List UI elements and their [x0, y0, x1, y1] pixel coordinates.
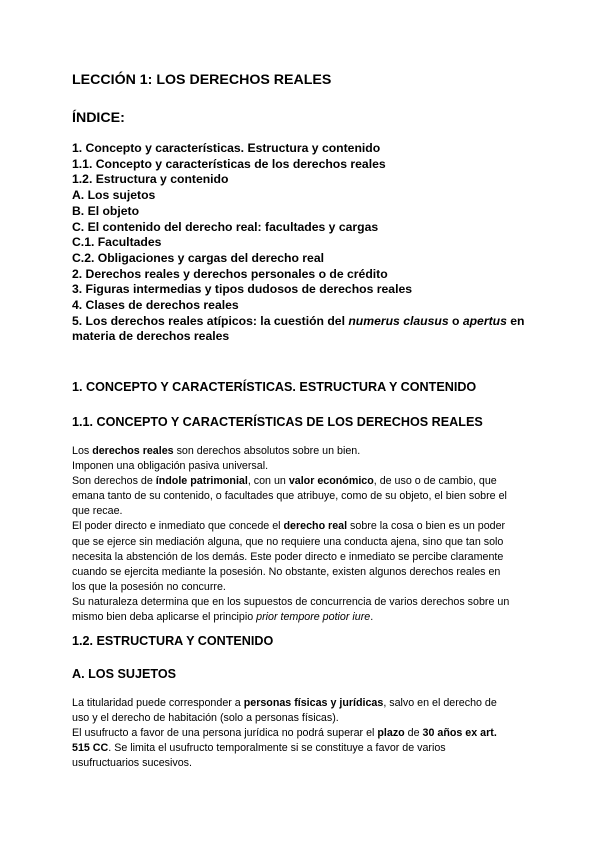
toc-item: C.1. Facultades [72, 235, 162, 250]
toc-item: 1.2. Estructura y contenido [72, 172, 229, 187]
lesson-title: LECCIÓN 1: LOS DERECHOS REALES [72, 72, 332, 88]
table-of-contents [72, 141, 524, 345]
toc-item: C. El contenido del derecho real: facultades y cargas [72, 219, 379, 234]
index-heading: ÍNDICE: [72, 110, 125, 126]
section-heading-1-1: 1.1. CONCEPTO Y CARACTERÍSTICAS DE LOS DERECHOS REALES [72, 415, 483, 429]
section-heading-a: A. LOS SUJETOS [72, 667, 177, 681]
toc-item-5: 5. Los derechos reales atípicos: la cuestión del numerus clausus o apertus en [72, 313, 525, 328]
toc-item: 2. Derechos reales y derechos personales o de crédito [72, 266, 388, 281]
toc-item: 4. Clases de derechos reales [72, 298, 239, 313]
toc-item: C.2. Obligaciones y cargas del derecho real [72, 250, 324, 265]
toc-item: 3. Figuras intermedias y tipos dudosos de derechos reales [72, 282, 413, 297]
toc-item: 1. Concepto y características. Estructura y contenido [72, 141, 381, 155]
paragraph-concept: Los derechos reales son derechos absolutos sobre un bien. Imponen una obligación pasiva universal. Son derechos de índole patrimonial, con un valor económico, de uso o de cambio, que emana tanto de su contenido, o facultades que atribuye, como de su objeto, el bien sobre el que recae. El poder directo e inmediato que concede el derecho real sobre la cosa o bien es un poder que se ejerce sin mediación alguna, que no requiere una conducta ajena, sino que tan solo necesita la abstención de los demás. Este poder directo e inmediato se percibe claramente cuando se ejercita mediante la posesión. No obstante, existen algunos derechos reales en los que la posesión no concurre. Su naturaleza determina que en los supuestos de concurrencia de varios derechos sobre un mismo bien deba aplicarse el principio prior tempore potior iure. [72, 445, 510, 624]
toc-item-5-cont: materia de derechos reales [72, 329, 230, 344]
paragraph-subjects: La titularidad puede corresponder a personas físicas y jurídicas, salvo en el derecho de uso y el derecho de habitación (solo a personas físicas). El usufructo a favor de una persona jurídica no podrá superar el plazo de 30 años ex art. 515 CC. Se limita el usufructo temporalmente si se constituye a favor de varios usufructuarios sucesivos. [72, 697, 497, 770]
toc-item: B. El objeto [72, 203, 140, 218]
toc-item: 1.1. Concepto y características de los derechos reales [72, 156, 386, 171]
section-heading-1-2: 1.2. ESTRUCTURA Y CONTENIDO [72, 634, 274, 648]
toc-item: A. Los sujetos [72, 188, 156, 203]
section-heading-1: 1. CONCEPTO Y CARACTERÍSTICAS. ESTRUCTURA Y CONTENIDO [72, 380, 477, 394]
